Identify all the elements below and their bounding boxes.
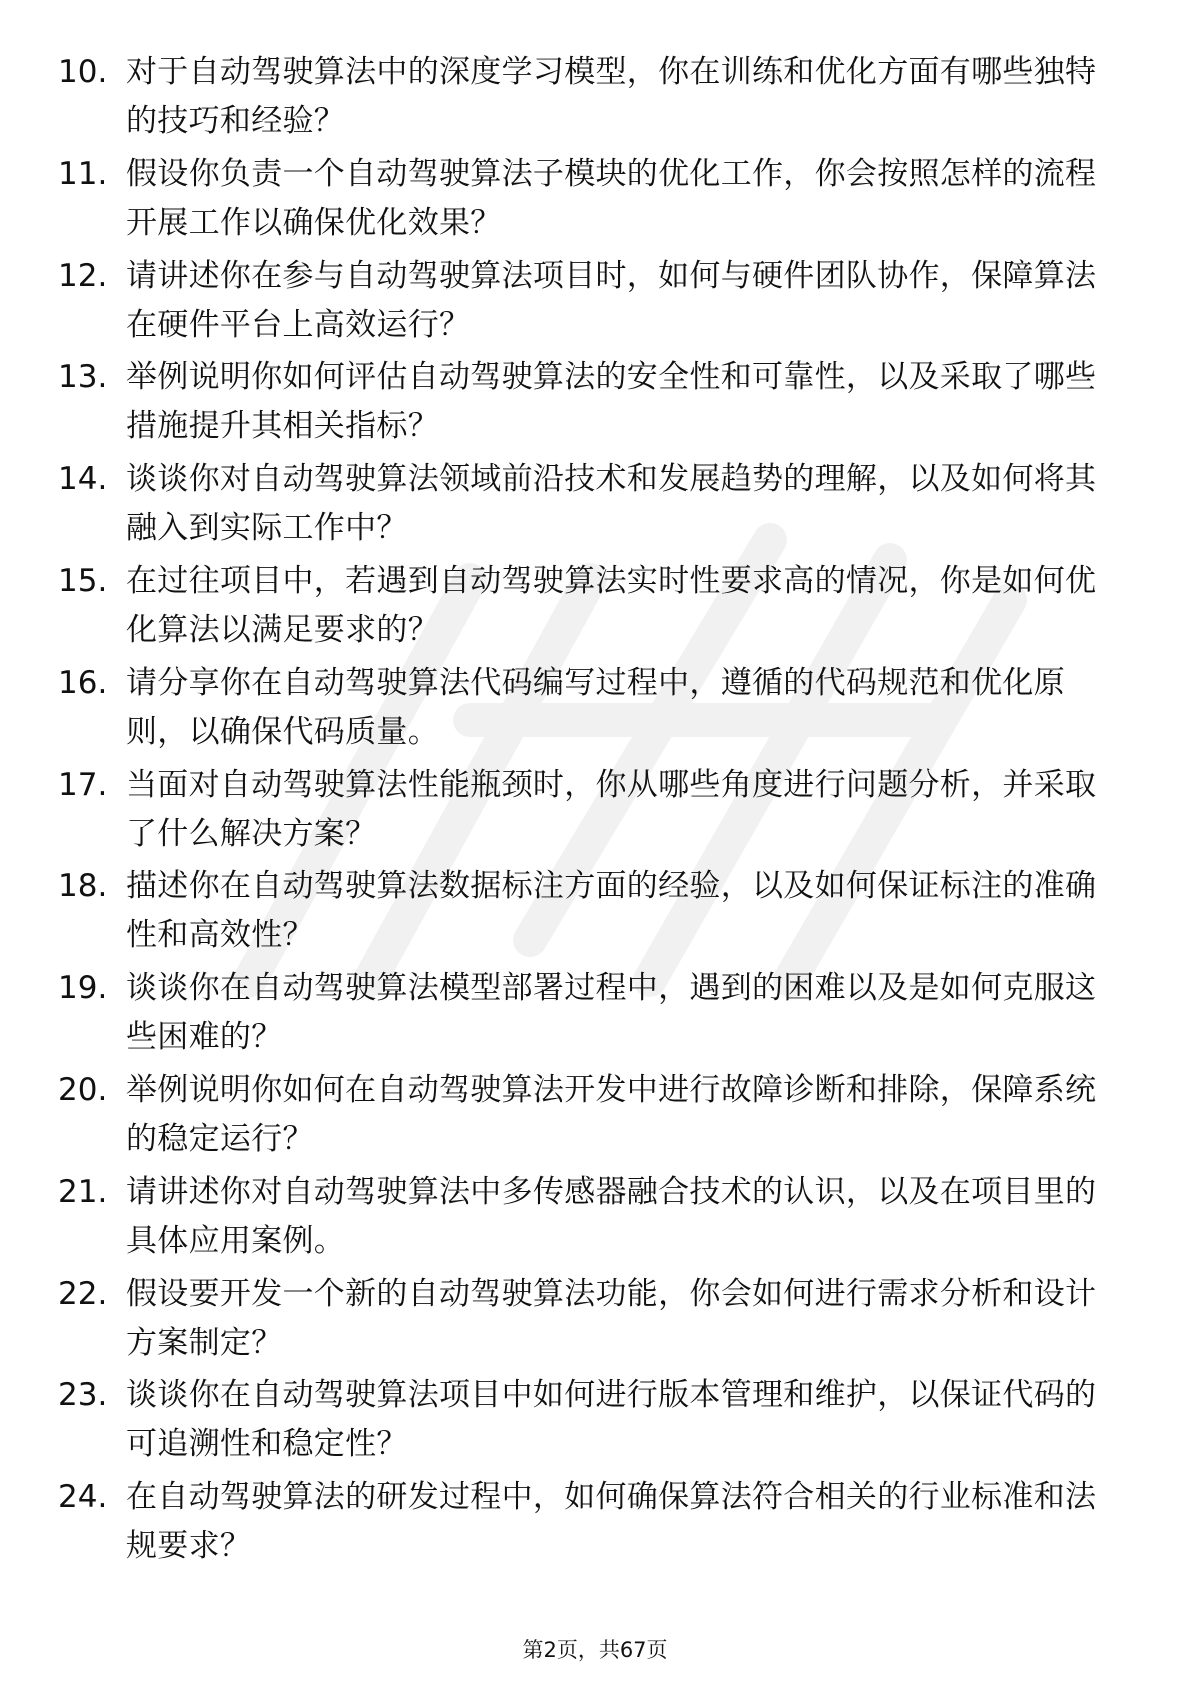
question-item <box>58 150 1138 252</box>
question-number: 23. <box>58 1377 108 1414</box>
question-number: 21. <box>58 1173 108 1210</box>
question-number: 17. <box>58 766 108 803</box>
question-number: 22. <box>58 1275 108 1312</box>
question-text: 假设要开发一个新的自动驾驶算法功能，你会如何进行需求分析和设计方案制定？ <box>126 1275 1097 1361</box>
question-item <box>58 353 1138 455</box>
question-item <box>58 964 1138 1066</box>
question-text: 假设你负责一个自动驾驶算法子模块的优化工作，你会按照怎样的流程开展工作以确保优化效果？ <box>126 155 1097 241</box>
question-number: 18. <box>58 868 108 905</box>
question-number: 13. <box>58 359 108 396</box>
question-number: 11. <box>58 155 108 192</box>
question-item <box>58 557 1138 659</box>
page-number-footer: 第2页，共67页 <box>522 1638 668 1662</box>
question-item <box>58 1270 1138 1372</box>
question-text: 请讲述你在参与自动驾驶算法项目时，如何与硬件团队协作，保障算法在硬件平台上高效运行？ <box>126 257 1097 343</box>
question-number: 14. <box>58 461 108 498</box>
question-item <box>58 1066 1138 1168</box>
question-item <box>58 1371 1138 1473</box>
question-text: 在自动驾驶算法的研发过程中，如何确保算法符合相关的行业标准和法规要求？ <box>126 1479 1097 1565</box>
question-number: 10. <box>58 54 108 90</box>
question-text: 谈谈你在自动驾驶算法项目中如何进行版本管理和维护，以保证代码的可追溯性和稳定性？ <box>126 1377 1097 1463</box>
question-item <box>58 455 1138 557</box>
question-number: 19. <box>58 970 108 1007</box>
question-number: 15. <box>58 562 108 599</box>
question-number: 24. <box>58 1479 108 1516</box>
question-text: 描述你在自动驾驶算法数据标注方面的经验，以及如何保证标注的准确性和高效性？ <box>126 868 1097 954</box>
question-text: 举例说明你如何评估自动驾驶算法的安全性和可靠性，以及采取了哪些措施提升其相关指标？ <box>126 359 1097 445</box>
question-item <box>58 252 1138 354</box>
question-item <box>58 48 1138 150</box>
question-text: 请分享你在自动驾驶算法代码编写过程中，遵循的代码规范和优化原则，以确保代码质量。 <box>126 664 1065 750</box>
question-text: 谈谈你在自动驾驶算法模型部署过程中，遇到的困难以及是如何克服这些困难的？ <box>126 970 1097 1056</box>
question-text: 请讲述你对自动驾驶算法中多传感器融合技术的认识，以及在项目里的具体应用案例。 <box>126 1173 1097 1259</box>
question-item <box>58 761 1138 863</box>
question-number: 20. <box>58 1071 108 1108</box>
question-text: 谈谈你对自动驾驶算法领域前沿技术和发展趋势的理解，以及如何将其融入到实际工作中？ <box>126 461 1097 547</box>
question-text: 对于自动驾驶算法中的深度学习模型，你在训练和优化方面有哪些独特的技巧和经验？ <box>126 54 1097 139</box>
question-text: 当面对自动驾驶算法性能瓶颈时，你从哪些角度进行问题分析，并采取了什么解决方案？ <box>126 766 1097 852</box>
question-number: 12. <box>58 257 108 294</box>
question-number: 16. <box>58 664 108 701</box>
question-item <box>58 862 1138 964</box>
question-item <box>58 659 1138 761</box>
question-item <box>58 1473 1138 1575</box>
question-list <box>58 48 1138 1575</box>
question-text: 在过往项目中，若遇到自动驾驶算法实时性要求高的情况，你是如何优化算法以满足要求的？ <box>126 562 1097 648</box>
question-text: 举例说明你如何在自动驾驶算法开发中进行故障诊断和排除，保障系统的稳定运行？ <box>126 1071 1097 1157</box>
question-item <box>58 1168 1138 1270</box>
